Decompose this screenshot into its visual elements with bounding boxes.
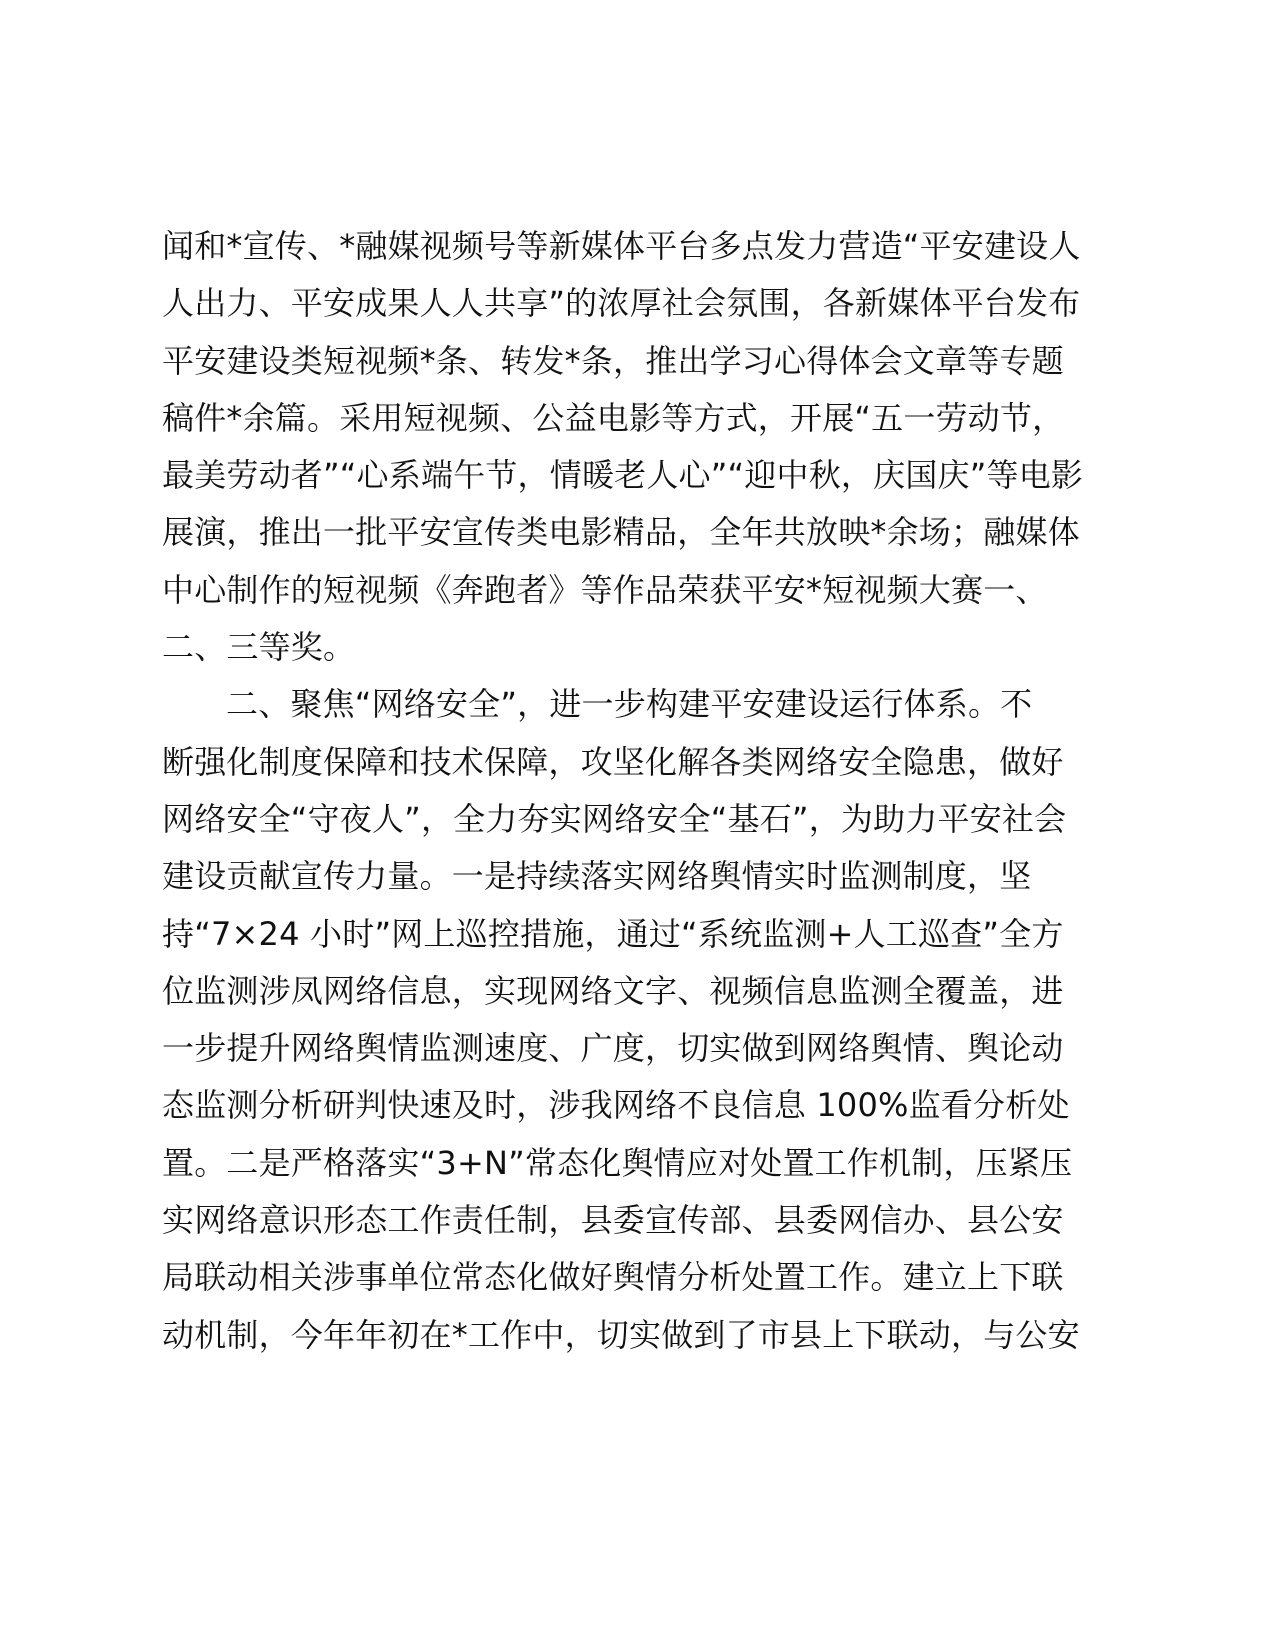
text-line-14: 位监测涉凤网络信息，实现网络文字、视频信息监测全覆盖，进 (162, 971, 1064, 1010)
text-line-12: 建设贡献宣传力量。一是持续落实网络舆情实时监测制度，坚 (162, 857, 1032, 896)
text-line-8: 二、三等奖。 (162, 628, 356, 667)
text-line-20: 动机制，今年年初在*工作中，切实做到了市县上下联动，与公安 (162, 1315, 1080, 1354)
text-line-10: 断强化制度保障和技术保障，攻坚化解各类网络安全隐患，做好 (162, 742, 1064, 781)
document-body-text (162, 218, 1082, 1364)
text-line-5: 最美劳动者”“心系端午节，情暖老人心”“迎中秋，庆国庆”等电影 (162, 456, 1084, 495)
text-line-16: 态监测分析研判快速及时，涉我网络不良信息 100%监看分析处 (162, 1086, 1070, 1125)
text-line-19: 局联动相关涉事单位常态化做好舆情分析处置工作。建立上下联 (162, 1258, 1064, 1297)
section-heading-line: 二、聚焦“网络安全”，进一步构建平安建设运行体系。不 (226, 685, 1033, 724)
text-line-7: 中心制作的短视频《奔跑者》等作品荣获平安*短视频大赛一、 (162, 570, 1048, 609)
text-line-13: 持“7×24 小时”网上巡控措施，通过“系统监测+人工巡查”全方 (162, 914, 1064, 953)
text-line-17: 置。二是严格落实“3+N”常态化舆情应对处置工作机制，压紧压 (162, 1143, 1073, 1182)
text-line-4: 稿件*余篇。采用短视频、公益电影等方式，开展“五一劳动节， (162, 398, 1065, 437)
text-line-1: 闻和*宣传、*融媒视频号等新媒体平台多点发力营造“平安建设人 (162, 227, 1081, 265)
text-line-18: 实网络意识形态工作责任制，县委宣传部、县委网信办、县公安 (162, 1201, 1064, 1240)
text-line-6: 展演，推出一批平安宣传类电影精品，全年共放映*余场；融媒体 (162, 513, 1080, 552)
text-line-15: 一步提升网络舆情监测速度、广度，切实做到网络舆情、舆论动 (162, 1029, 1064, 1068)
text-line-11: 网络安全“守夜人”，全力夯实网络安全“基石”，为助力平安社会 (162, 799, 1067, 838)
text-line-3: 平安建设类短视频*条、转发*条，推出学习心得体会文章等专题 (162, 341, 1064, 380)
text-line-2: 人出力、平安成果人人共享”的浓厚社会氛围，各新媒体平台发布 (162, 284, 1081, 323)
